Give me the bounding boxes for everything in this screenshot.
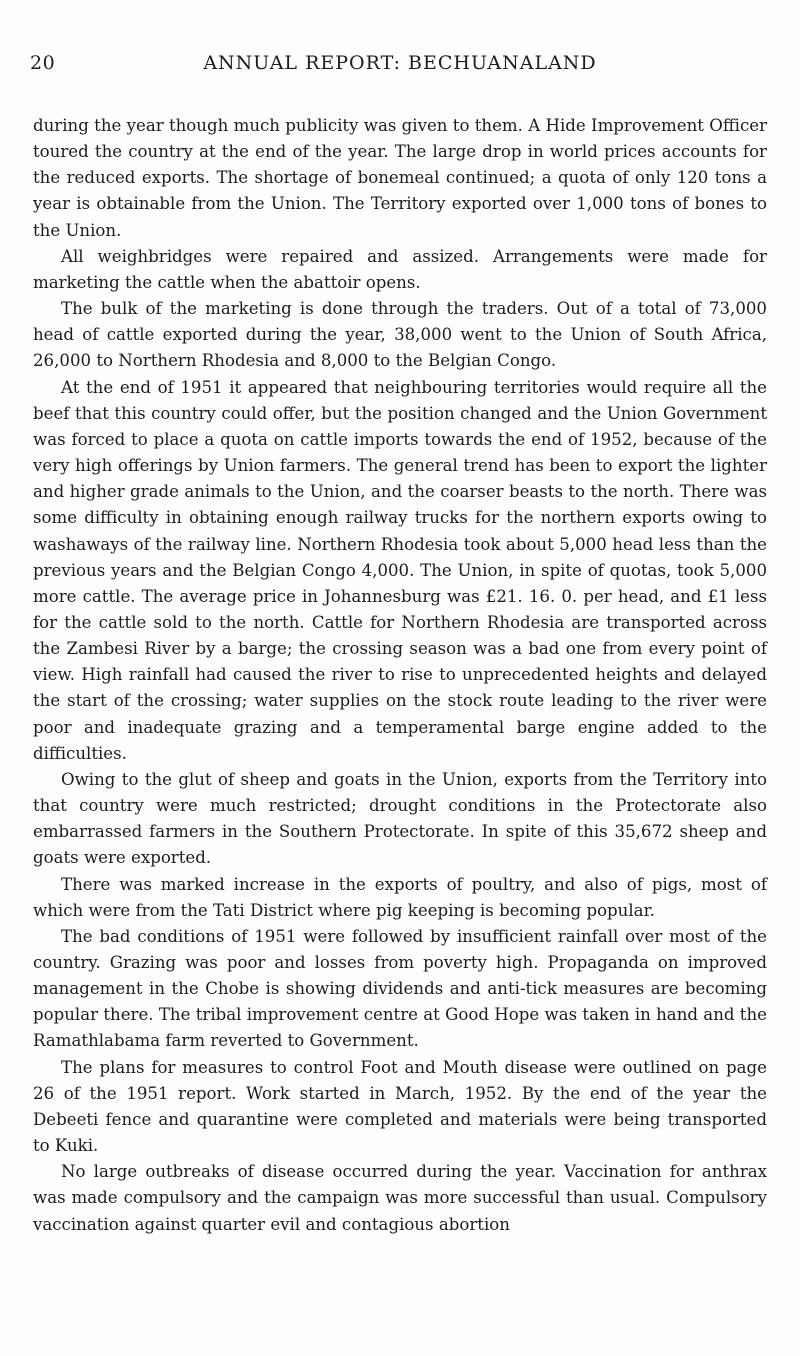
paragraph-6: There was marked increase in the exports of poultry, and also of pigs, most of which were from the Tati District where pig keeping is becoming popular. <box>33 874 767 920</box>
running-title: ANNUAL REPORT: BECHUANALAND <box>203 52 597 74</box>
page-number: 20 <box>30 52 56 74</box>
paragraph-9: No large outbreaks of disease occurred during the year. Vaccination for anthrax was made compulsory and the campaign was more successful than usual. Compulsory vaccination against quarter evil and contagious abortion <box>33 1162 767 1234</box>
page-header <box>30 52 770 80</box>
paragraph-2: All weighbridges were repaired and assized. Arrangements were made for marketing the cattle when the abattoir opens. <box>33 246 767 292</box>
paragraph-8: The plans for measures to control Foot and Mouth disease were outlined on page 26 of the 1951 report. Work started in March, 1952. By the end of the year the Debeeti fence and quarantine were completed and materials were being transported to Kuki. <box>33 1057 767 1156</box>
body-text <box>33 113 767 1238</box>
paragraph-3: The bulk of the marketing is done through the traders. Out of a total of 73,000 head of cattle exported during the year, 38,000 went to the Union of South Africa, 26,000 to Northern Rhodesia and 8,000 to the Belgian Congo. <box>33 299 767 371</box>
paragraph-1: during the year though much publicity was given to them. A Hide Improvement Officer toured the country at the end of the year. The large drop in world prices accounts for the reduced exports. The shortage of bonemeal continued; a quota of only 120 tons a year is obtainable from the Union. The Territory exported over 1,000 tons of bones to the Union. <box>33 116 767 240</box>
paragraph-4: At the end of 1951 it appeared that neighbouring territories would require all the beef that this country could offer, but the position changed and the Union Government was forced to place a quota on cattle imports towards the end of 1952, because of the very high offerings by Union farmers. The general trend has been to export the lighter and higher grade animals to the Union, and the coarser beasts to the north. There was some difficulty in obtaining enough railway trucks for the northern exports owing to washaways of the railway line. Northern Rhodesia took about 5,000 head less than the previous years and the Belgian Congo 4,000. The Union, in spite of quotas, took 5,000 more cattle. The average price in Johannesburg was £21. 16. 0. per head, and £1 less for the cattle sold to the north. Cattle for Northern Rhodesia are transported across the Zambesi River by a barge; the crossing season was a bad one from every point of view. High rainfall had caused the river to rise to unprecedented heights and delayed the start of the crossing; water supplies on the stock route leading to the river were poor and inadequate grazing and a temperamental barge engine added to the difficulties. <box>33 377 767 763</box>
paragraph-5: Owing to the glut of sheep and goats in the Union, exports from the Territory into that country were much restricted; drought conditions in the Protectorate also embarrassed farmers in the Southern Protectorate. In spite of this 35,672 sheep and goats were exported. <box>33 769 767 868</box>
paragraph-7: The bad conditions of 1951 were followed by insufficient rainfall over most of the country. Grazing was poor and losses from poverty high. Propaganda on improved management in the Chobe is showing dividends and anti-tick measures are becoming popular there. The tribal improvement centre at Good Hope was taken in hand and the Ramathlabama farm reverted to Government. <box>33 926 767 1051</box>
